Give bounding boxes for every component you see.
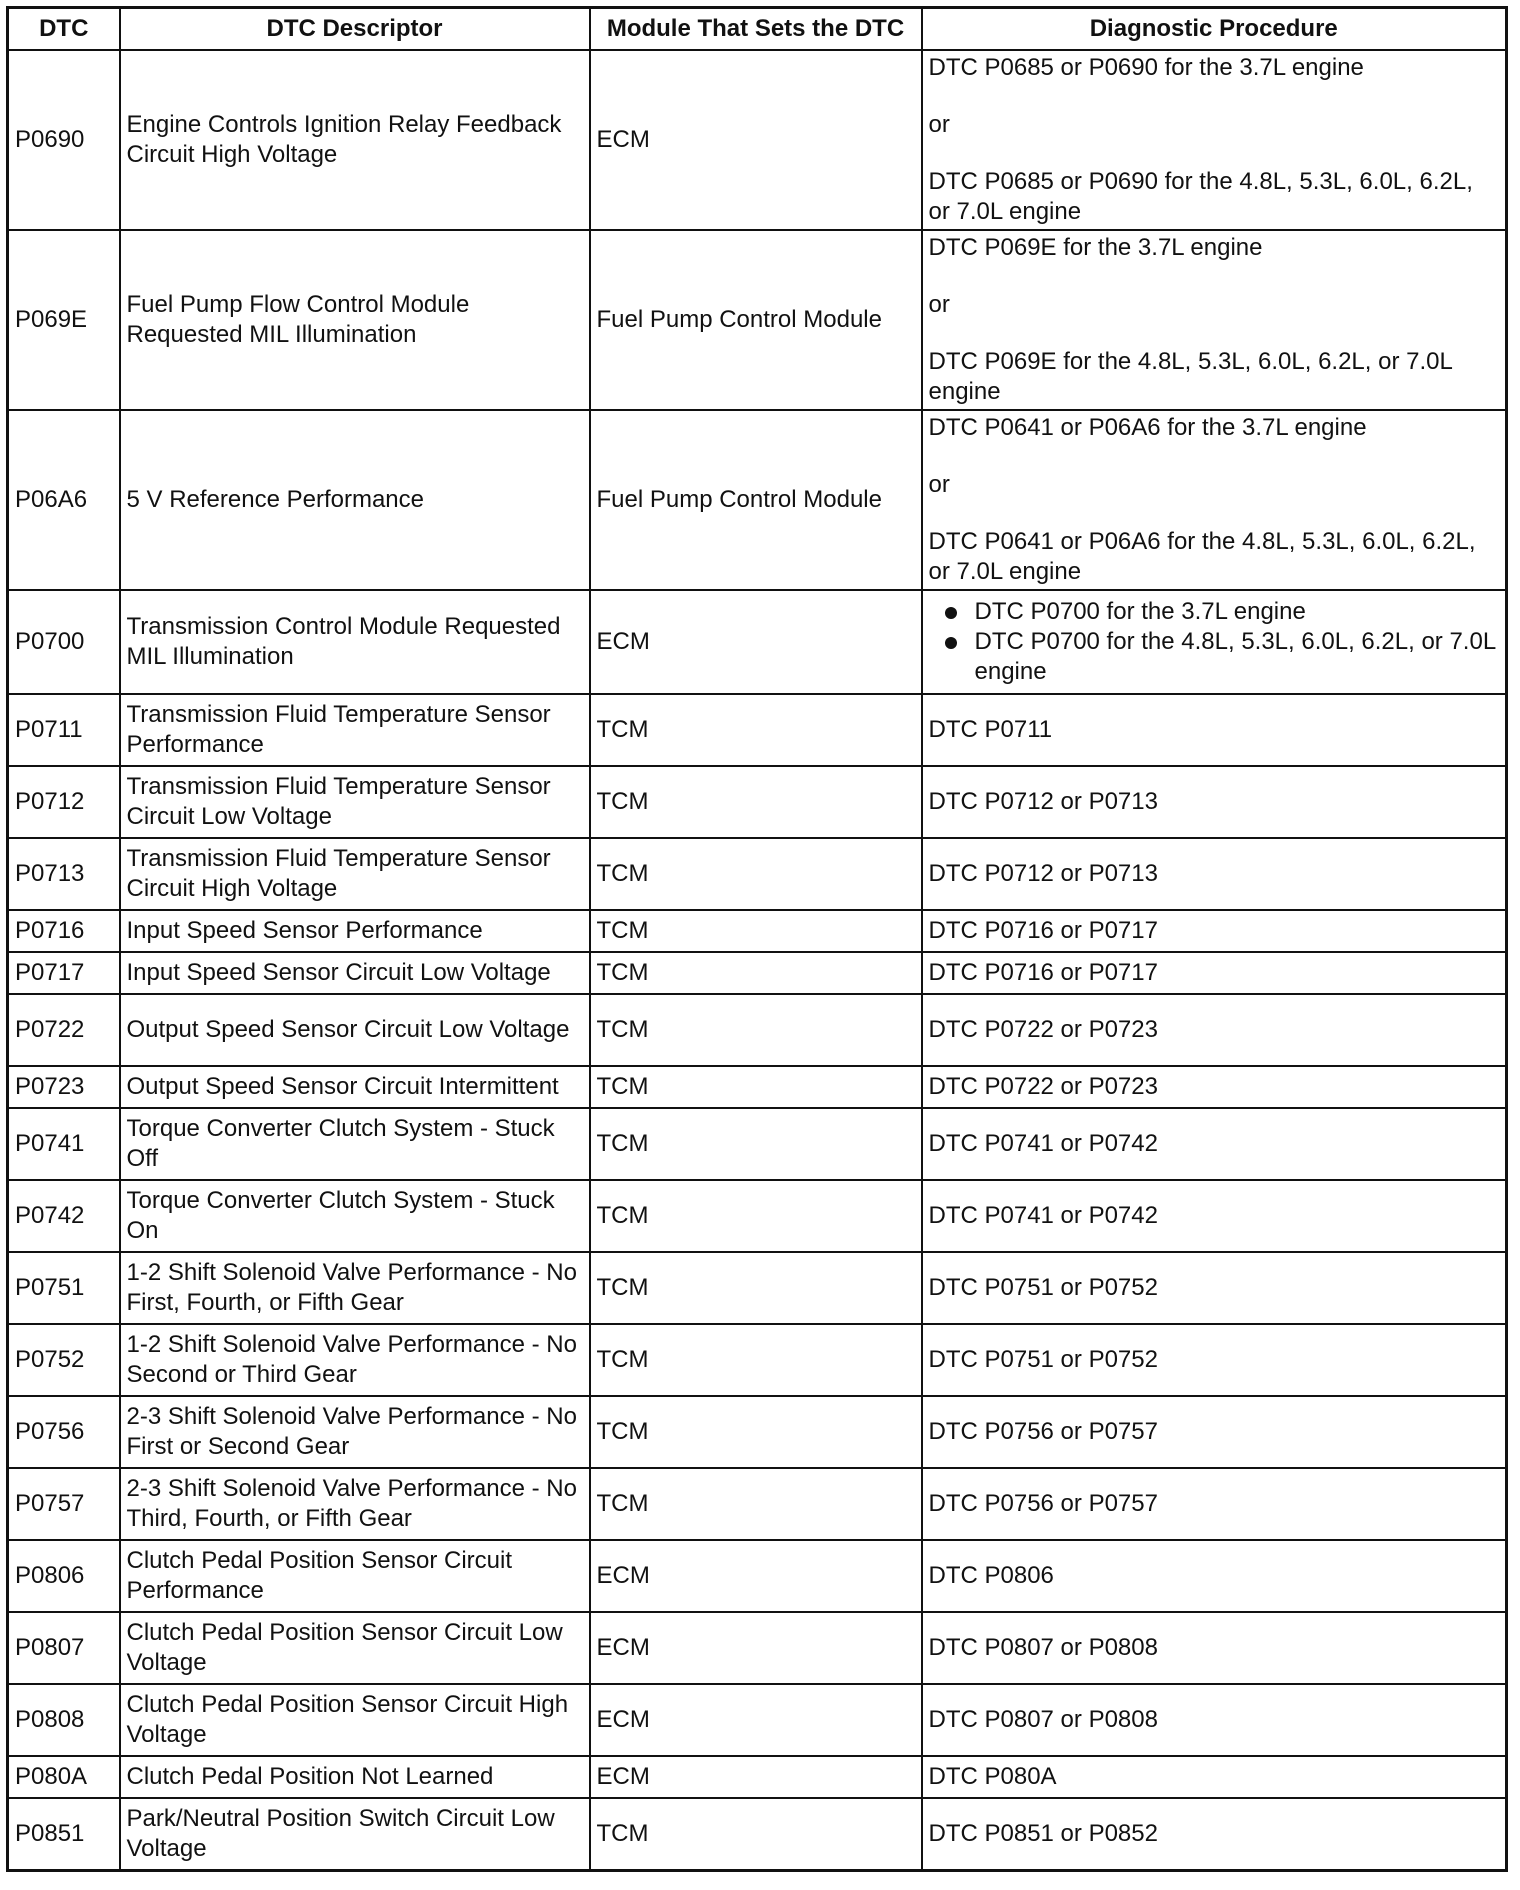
- procedure-cell: DTC P0807 or P0808: [922, 1612, 1507, 1684]
- dtc-code-cell: P0690: [8, 50, 120, 230]
- table-row: [8, 694, 1507, 766]
- procedure-cell: DTC P0712 or P0713: [922, 838, 1507, 910]
- table-row: [8, 910, 1507, 952]
- module-cell: TCM: [590, 910, 922, 952]
- dtc-code-cell: P0711: [8, 694, 120, 766]
- procedure-cell: DTC P0741 or P0742: [922, 1180, 1507, 1252]
- module-cell: TCM: [590, 1066, 922, 1108]
- dtc-code-cell: P0851: [8, 1798, 120, 1871]
- dtc-descriptor-cell: Fuel Pump Flow Control Module Requested MIL Illumination: [120, 230, 590, 410]
- module-cell: TCM: [590, 838, 922, 910]
- procedure-bullet-item: DTC P0700 for the 3.7L engine: [975, 597, 1500, 627]
- header-dtc: DTC: [8, 8, 120, 51]
- table-row: [8, 50, 1507, 230]
- module-cell: ECM: [590, 1756, 922, 1798]
- procedure-text-block: [929, 411, 1500, 589]
- procedure-cell: DTC P0751 or P0752: [922, 1324, 1507, 1396]
- procedure-line: DTC P0685 or P0690 for the 3.7L engine: [928, 54, 1364, 81]
- dtc-descriptor-cell: Transmission Fluid Temperature Sensor Performance: [120, 694, 590, 766]
- module-cell: TCM: [590, 1180, 922, 1252]
- module-cell: TCM: [590, 1324, 922, 1396]
- module-cell: ECM: [590, 1540, 922, 1612]
- dtc-descriptor-cell: 2-3 Shift Solenoid Valve Performance - No First or Second Gear: [120, 1396, 590, 1468]
- procedure-line: DTC P0641 or P06A6 for the 4.8L, 5.3L, 6.0L, 6.2L, or 7.0L engine: [928, 528, 1476, 585]
- procedure-cell: DTC P0716 or P0717: [922, 952, 1507, 994]
- header-descriptor: DTC Descriptor: [120, 8, 590, 51]
- dtc-code-cell: P0717: [8, 952, 120, 994]
- procedure-cell: DTC P0716 or P0717: [922, 910, 1507, 952]
- module-cell: ECM: [590, 1684, 922, 1756]
- table-row: [8, 590, 1507, 694]
- procedure-cell: DTC P0741 or P0742: [922, 1108, 1507, 1180]
- dtc-descriptor-cell: 1-2 Shift Solenoid Valve Performance - No Second or Third Gear: [120, 1324, 590, 1396]
- procedure-cell: DTC P0806: [922, 1540, 1507, 1612]
- procedure-cell: DTC P0756 or P0757: [922, 1396, 1507, 1468]
- module-cell: TCM: [590, 952, 922, 994]
- table-row: [8, 1252, 1507, 1324]
- module-cell: Fuel Pump Control Module: [590, 230, 922, 410]
- dtc-code-cell: P0713: [8, 838, 120, 910]
- dtc-code-cell: P0723: [8, 1066, 120, 1108]
- table-row: [8, 1756, 1507, 1798]
- table-row: [8, 838, 1507, 910]
- table-row: [8, 766, 1507, 838]
- dtc-code-cell: P0756: [8, 1396, 120, 1468]
- dtc-code-cell: P080A: [8, 1756, 120, 1798]
- dtc-descriptor-cell: Clutch Pedal Position Sensor Circuit Low Voltage: [120, 1612, 590, 1684]
- dtc-code-cell: P0752: [8, 1324, 120, 1396]
- module-cell: Fuel Pump Control Module: [590, 410, 922, 590]
- dtc-descriptor-cell: Clutch Pedal Position Not Learned: [120, 1756, 590, 1798]
- dtc-descriptor-cell: Input Speed Sensor Performance: [120, 910, 590, 952]
- dtc-code-cell: P0741: [8, 1108, 120, 1180]
- dtc-descriptor-cell: Torque Converter Clutch System - Stuck On: [120, 1180, 590, 1252]
- dtc-descriptor-cell: Park/Neutral Position Switch Circuit Low Voltage: [120, 1798, 590, 1871]
- header-module: Module That Sets the DTC: [590, 8, 922, 51]
- dtc-descriptor-cell: 5 V Reference Performance: [120, 410, 590, 590]
- module-cell: TCM: [590, 994, 922, 1066]
- dtc-descriptor-cell: Input Speed Sensor Circuit Low Voltage: [120, 952, 590, 994]
- dtc-code-cell: P069E: [8, 230, 120, 410]
- procedure-text-block: [929, 231, 1500, 409]
- dtc-descriptor-cell: Output Speed Sensor Circuit Low Voltage: [120, 994, 590, 1066]
- table-row: [8, 1180, 1507, 1252]
- dtc-code-cell: P0806: [8, 1540, 120, 1612]
- table-row: [8, 1684, 1507, 1756]
- procedure-line: DTC P0685 or P0690 for the 4.8L, 5.3L, 6.0L, 6.2L, or 7.0L engine: [928, 168, 1473, 225]
- dtc-table: [6, 6, 1508, 1872]
- dtc-code-cell: P0757: [8, 1468, 120, 1540]
- table-row: [8, 1108, 1507, 1180]
- procedure-cell: DTC P080A: [922, 1756, 1507, 1798]
- procedure-cell: [922, 590, 1507, 694]
- table-row: [8, 1066, 1507, 1108]
- dtc-code-cell: P0751: [8, 1252, 120, 1324]
- procedure-text-block: [929, 51, 1500, 229]
- procedure-cell: DTC P0756 or P0757: [922, 1468, 1507, 1540]
- header-procedure: Diagnostic Procedure: [922, 8, 1507, 51]
- procedure-cell: DTC P0851 or P0852: [922, 1798, 1507, 1871]
- table-row: [8, 1324, 1507, 1396]
- table-row: [8, 1396, 1507, 1468]
- procedure-line: DTC P069E for the 3.7L engine: [928, 234, 1263, 261]
- dtc-descriptor-cell: Torque Converter Clutch System - Stuck Off: [120, 1108, 590, 1180]
- procedure-cell: [922, 50, 1507, 230]
- dtc-descriptor-cell: 2-3 Shift Solenoid Valve Performance - No Third, Fourth, or Fifth Gear: [120, 1468, 590, 1540]
- procedure-or: or: [928, 471, 950, 498]
- table-row: [8, 1468, 1507, 1540]
- procedure-line: DTC P069E for the 4.8L, 5.3L, 6.0L, 6.2L, or 7.0L engine: [928, 348, 1452, 405]
- dtc-code-cell: P0700: [8, 590, 120, 694]
- module-cell: TCM: [590, 1108, 922, 1180]
- table-row: [8, 1612, 1507, 1684]
- procedure-cell: DTC P0807 or P0808: [922, 1684, 1507, 1756]
- table-row: [8, 994, 1507, 1066]
- dtc-descriptor-cell: Transmission Fluid Temperature Sensor Circuit Low Voltage: [120, 766, 590, 838]
- module-cell: TCM: [590, 1468, 922, 1540]
- module-cell: TCM: [590, 1396, 922, 1468]
- dtc-code-cell: P06A6: [8, 410, 120, 590]
- dtc-code-cell: P0722: [8, 994, 120, 1066]
- table-row: [8, 230, 1507, 410]
- dtc-code-cell: P0807: [8, 1612, 120, 1684]
- dtc-code-cell: P0712: [8, 766, 120, 838]
- dtc-code-cell: P0716: [8, 910, 120, 952]
- dtc-code-cell: P0742: [8, 1180, 120, 1252]
- procedure-cell: [922, 230, 1507, 410]
- dtc-descriptor-cell: Transmission Fluid Temperature Sensor Circuit High Voltage: [120, 838, 590, 910]
- procedure-or: or: [928, 291, 950, 318]
- procedure-bullet-list: [929, 597, 1500, 687]
- dtc-code-cell: P0808: [8, 1684, 120, 1756]
- procedure-cell: DTC P0751 or P0752: [922, 1252, 1507, 1324]
- table-header-row: [8, 8, 1507, 51]
- procedure-or: or: [928, 111, 950, 138]
- dtc-descriptor-cell: Transmission Control Module Requested MIL Illumination: [120, 590, 590, 694]
- procedure-cell: DTC P0712 or P0713: [922, 766, 1507, 838]
- table-row: [8, 952, 1507, 994]
- table-row: [8, 1798, 1507, 1871]
- procedure-cell: DTC P0722 or P0723: [922, 1066, 1507, 1108]
- module-cell: TCM: [590, 694, 922, 766]
- procedure-line: DTC P0641 or P06A6 for the 3.7L engine: [928, 414, 1367, 441]
- dtc-descriptor-cell: Engine Controls Ignition Relay Feedback Circuit High Voltage: [120, 50, 590, 230]
- module-cell: TCM: [590, 1798, 922, 1871]
- procedure-cell: DTC P0711: [922, 694, 1507, 766]
- table-row: [8, 410, 1507, 590]
- dtc-descriptor-cell: Clutch Pedal Position Sensor Circuit High Voltage: [120, 1684, 590, 1756]
- procedure-cell: DTC P0722 or P0723: [922, 994, 1507, 1066]
- module-cell: TCM: [590, 1252, 922, 1324]
- dtc-descriptor-cell: Clutch Pedal Position Sensor Circuit Performance: [120, 1540, 590, 1612]
- module-cell: ECM: [590, 50, 922, 230]
- document-page: [6, 6, 1508, 1884]
- procedure-bullet-item: DTC P0700 for the 4.8L, 5.3L, 6.0L, 6.2L, or 7.0L engine: [975, 627, 1500, 687]
- module-cell: ECM: [590, 590, 922, 694]
- module-cell: TCM: [590, 766, 922, 838]
- dtc-descriptor-cell: Output Speed Sensor Circuit Intermittent: [120, 1066, 590, 1108]
- procedure-cell: [922, 410, 1507, 590]
- module-cell: ECM: [590, 1612, 922, 1684]
- table-row: [8, 1540, 1507, 1612]
- dtc-descriptor-cell: 1-2 Shift Solenoid Valve Performance - No First, Fourth, or Fifth Gear: [120, 1252, 590, 1324]
